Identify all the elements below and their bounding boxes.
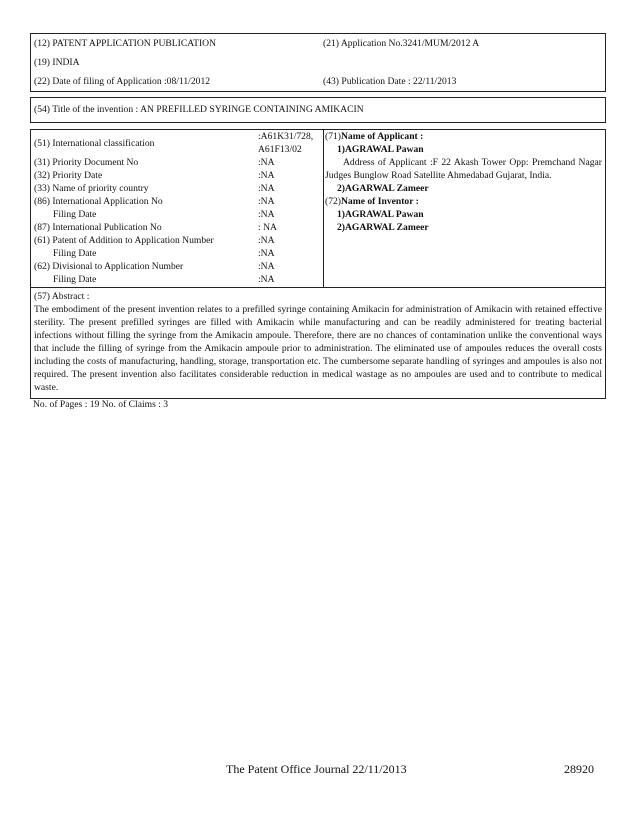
intl-classification-value-2: A61F13/02 xyxy=(258,144,302,155)
divisional-label: (62) Divisional to Application Number xyxy=(31,260,256,273)
priority-document-value: :NA xyxy=(258,157,275,168)
divisional-filing-date-label: Filing Date xyxy=(31,273,256,288)
intl-publication-value: : NA xyxy=(258,222,277,233)
footer-journal: The Patent Office Journal 22/11/2013 xyxy=(226,762,407,776)
abstract-section xyxy=(31,288,606,399)
inventor-name-1: 1)AGRAWAL Pawan xyxy=(337,209,424,220)
intl-application-value: :NA xyxy=(258,196,275,207)
applicant-name-2: 2)AGARWAL Zameer xyxy=(337,183,429,194)
title-table xyxy=(30,97,606,123)
footer-page-number: 28920 xyxy=(564,762,594,776)
abstract-label: (57) Abstract : xyxy=(34,291,90,302)
priority-date-value: :NA xyxy=(258,170,275,181)
bibliographic-table xyxy=(30,129,606,399)
addition-filing-date-label: Filing Date xyxy=(31,247,256,260)
inventor-heading: Name of Inventor : xyxy=(340,196,419,207)
header-table xyxy=(30,33,606,92)
priority-date-label: (32) Priority Date xyxy=(31,169,256,182)
divisional-value: :NA xyxy=(258,261,275,272)
pages-and-claims: No. of Pages : 19 No. of Claims : 3 xyxy=(33,399,169,410)
intl-classification-value-1: :A61K31/728, xyxy=(258,131,314,142)
applicant-inventor-cell xyxy=(324,130,606,288)
intl-filing-date-value: :NA xyxy=(258,209,275,220)
priority-document-label: (31) Priority Document No xyxy=(31,156,256,169)
priority-country-label: (33) Name of priority country xyxy=(31,182,256,195)
patent-publication-sheet xyxy=(30,33,606,399)
publication-type: (12) PATENT APPLICATION PUBLICATION xyxy=(31,34,321,54)
invention-title: (54) Title of the invention : AN PREFILLED SYRINGE CONTAINING AMIKACIN xyxy=(31,98,606,123)
applicant-name-1: 1)AGRAWAL Pawan xyxy=(337,144,424,155)
inventor-name-2: 2)AGARWAL Zameer xyxy=(337,222,429,233)
intl-application-label: (86) International Application No xyxy=(31,195,256,208)
inventor-heading-num: (72) xyxy=(325,196,341,207)
patent-addition-label: (61) Patent of Addition to Application Number xyxy=(31,234,256,247)
patent-addition-value: :NA xyxy=(258,235,275,246)
publication-date: (43) Publication Date : 22/11/2013 xyxy=(320,72,606,92)
application-number: (21) Application No.3241/MUM/2012 A xyxy=(320,34,606,54)
priority-country-value: :NA xyxy=(258,183,275,194)
applicant-heading-num: (71) xyxy=(325,131,341,142)
intl-publication-label: (87) International Publication No xyxy=(31,221,256,234)
divisional-filing-date-value: :NA xyxy=(258,274,275,285)
country: (19) INDIA xyxy=(31,53,321,72)
filing-date: (22) Date of filing of Application :08/11/2012 xyxy=(31,72,321,92)
intl-classification-label: (51) International classification xyxy=(34,138,155,149)
abstract-text: The embodiment of the present invention relates to a prefilled syringe containing Amikacin for administration of Amikacin with retained effective sterility. The present prefilled syringes are filled with Amikacin while manufacturing and can be readily administered for treating bacterial infections without filling the syringe from the Amikacin ampoule. Therefore, there are no chances of contamination unlike the conventional ways that include the filling of syringe from the Amikacin ampoule prior to administration. The eliminated use of ampoules reduces the overall costs including the costs of manufacturing, handling, storage, transportation etc. The cumbersome separate handling of syringes and ampoules is also not required. The present invention also facilitates considerable reduction in medical wastage as no ampoules are used and to contribute to medical waste. xyxy=(34,304,602,393)
applicant-address: Address of Applicant :F 22 Akash Tower Opp: Premchand Nagar Judges Bunglow Road Satellite Ahmedabad Gujarat, India. xyxy=(325,157,602,181)
addition-filing-date-value: :NA xyxy=(258,248,275,259)
applicant-heading: Name of Applicant : xyxy=(340,131,424,142)
intl-filing-date-label: Filing Date xyxy=(31,208,256,221)
